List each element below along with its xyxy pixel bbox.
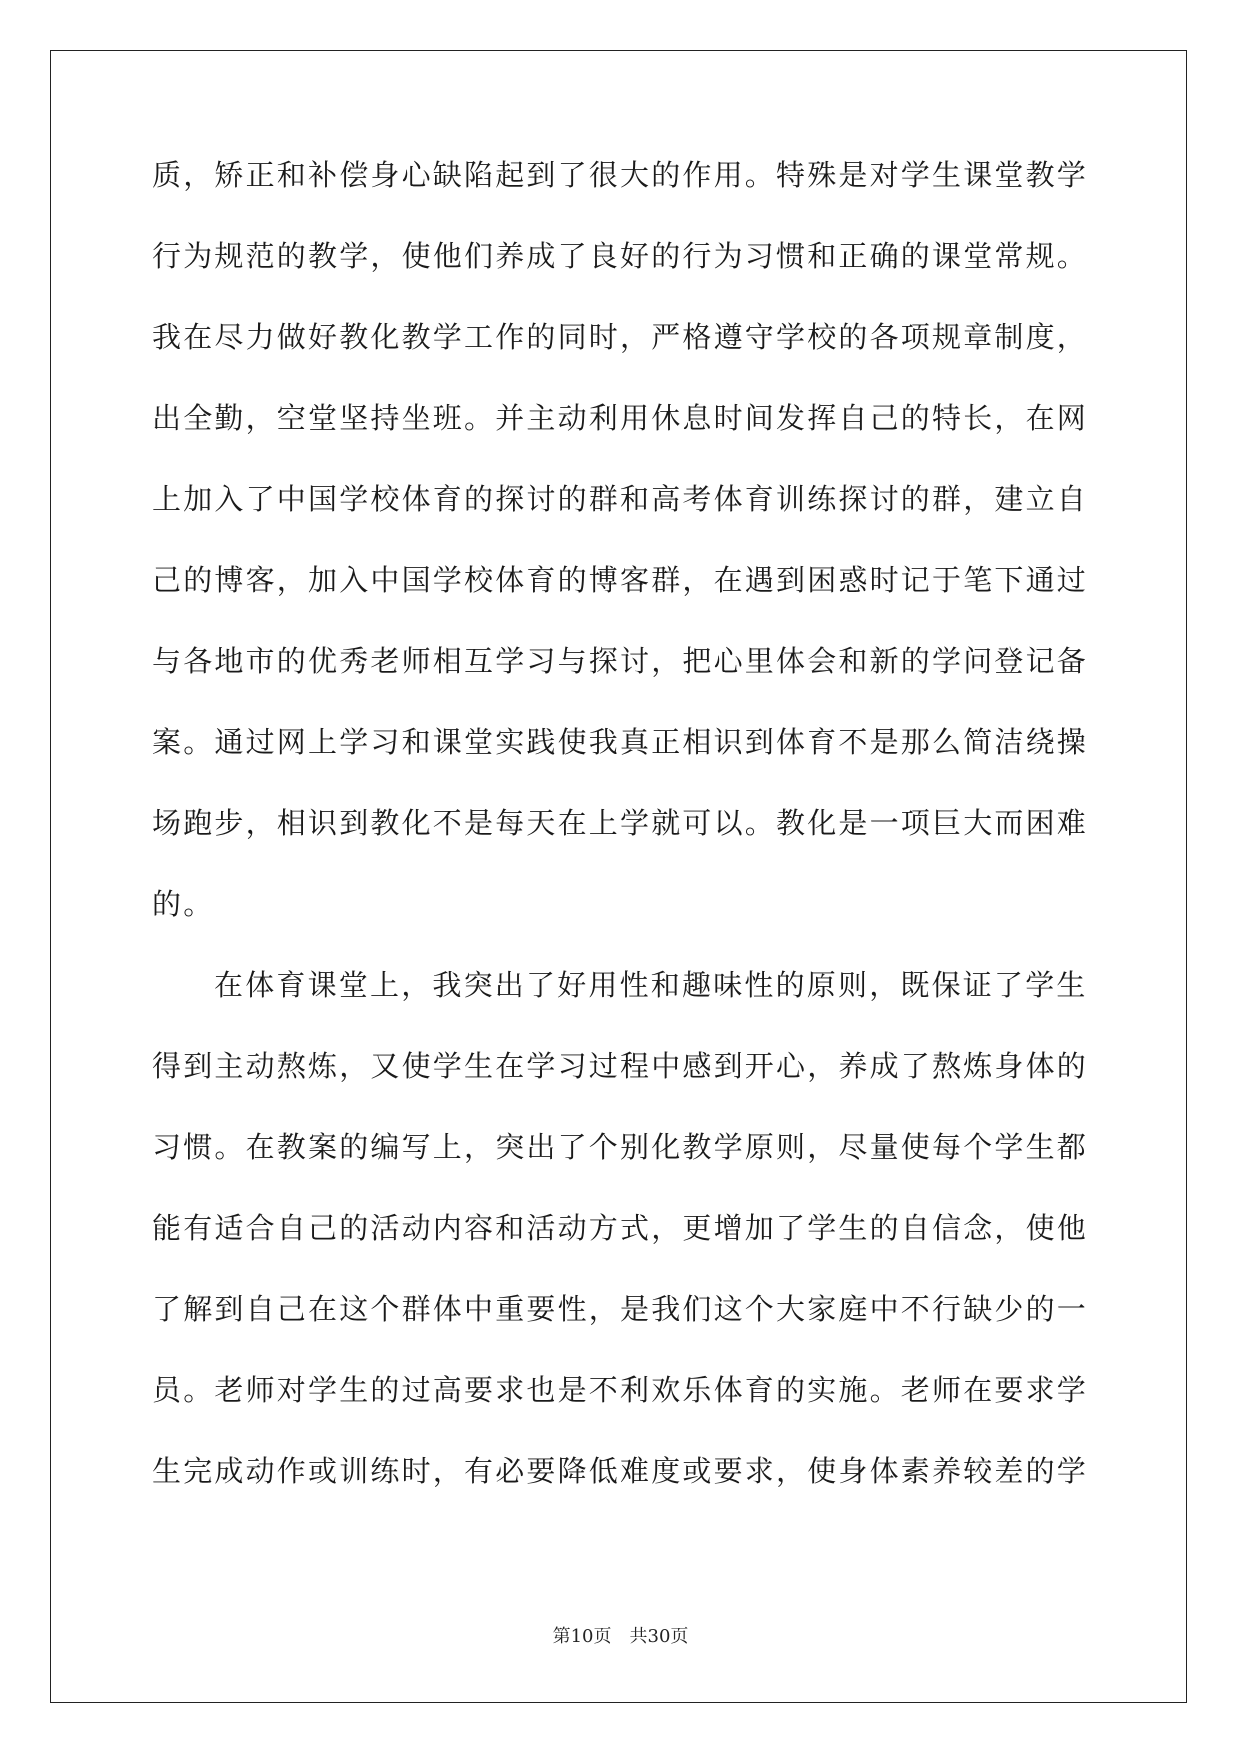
body-line: 场跑步，相识到教化不是每天在上学就可以。教化是一项巨大而困难 [152, 806, 1089, 840]
body-line: 了解到自己在这个群体中重要性，是我们这个大家庭中不行缺少的一 [152, 1292, 1089, 1326]
body-line: 出全勤，空堂坚持坐班。并主动利用休息时间发挥自己的特长，在网 [152, 401, 1089, 435]
paragraph-first-line: 在体育课堂上，我突出了好用性和趣味性的原则，既保证了学生 [214, 968, 1088, 1002]
body-line: 行为规范的教学，使他们养成了良好的行为习惯和正确的课堂常规。 [152, 239, 1089, 273]
page-number: 第10页 [552, 1626, 612, 1647]
body-line: 习惯。在教案的编写上，突出了个别化教学原则，尽量使每个学生都 [152, 1130, 1089, 1164]
body-line: 我在尽力做好教化教学工作的同时，严格遵守学校的各项规章制度， [152, 320, 1089, 354]
body-line: 的。 [152, 887, 215, 921]
body-line: 与各地市的优秀老师相互学习与探讨，把心里体会和新的学问登记备 [152, 644, 1089, 678]
document-body [152, 155, 1087, 1532]
body-line: 生完成动作或训练时，有必要降低难度或要求，使身体素养较差的学 [152, 1454, 1089, 1488]
body-line: 得到主动熬炼，又使学生在学习过程中感到开心，养成了熬炼身体的 [152, 1049, 1089, 1083]
body-line: 员。老师对学生的过高要求也是不利欢乐体育的实施。老师在要求学 [152, 1373, 1089, 1407]
page-total: 共30页 [629, 1626, 689, 1647]
body-line: 质，矫正和补偿身心缺陷起到了很大的作用。特殊是对学生课堂教学 [152, 158, 1089, 192]
body-line: 己的博客，加入中国学校体育的博客群，在遇到困惑时记于笔下通过 [152, 563, 1089, 597]
page-footer [0, 1622, 1241, 1648]
body-line: 案。通过网上学习和课堂实践使我真正相识到体育不是那么简洁绕操 [152, 725, 1089, 759]
body-line: 上加入了中国学校体育的探讨的群和高考体育训练探讨的群，建立自 [152, 482, 1089, 516]
body-line: 能有适合自己的活动内容和活动方式，更增加了学生的自信念，使他 [152, 1211, 1089, 1245]
